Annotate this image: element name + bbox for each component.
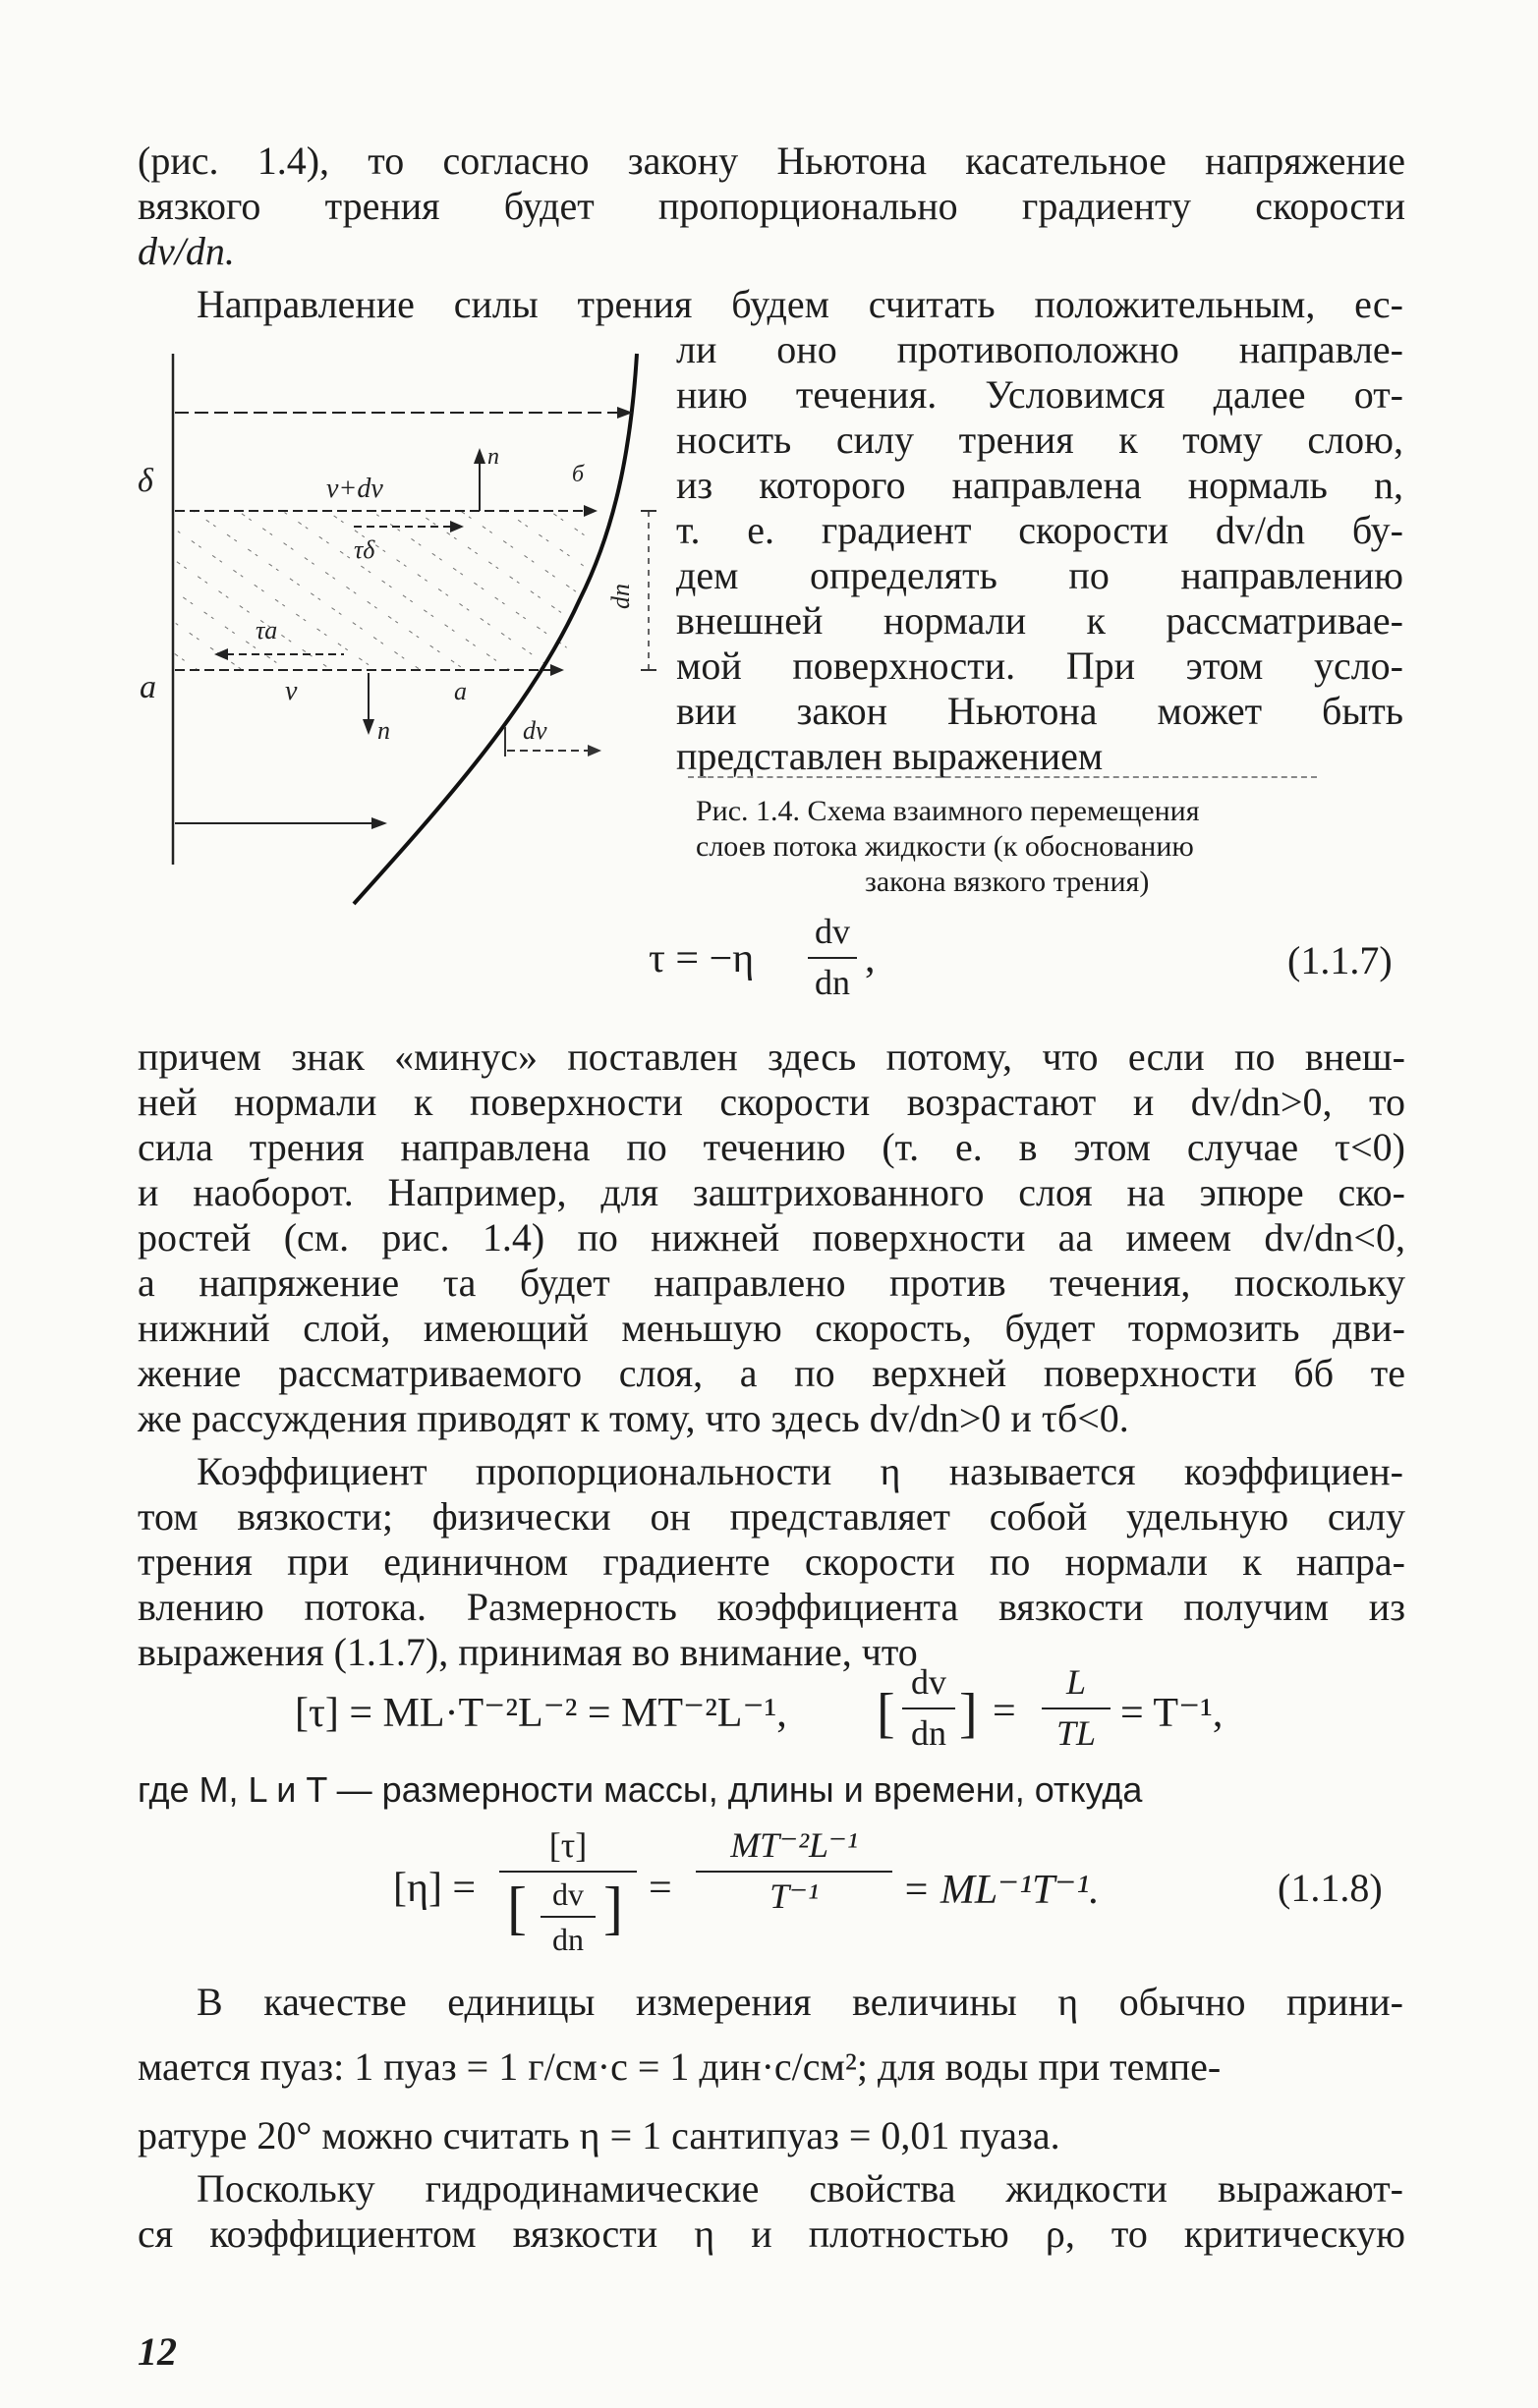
text-line: жение рассматриваемого слоя, а по верхней поверхности бб те — [138, 1351, 1405, 1395]
text-line: носить силу трения к тому слою, — [676, 418, 1403, 462]
equation-number: (1.1.8) — [1278, 1866, 1383, 1910]
text-line: а напряжение τa будет направлено против течения, поскольку — [138, 1260, 1405, 1305]
bracket-right: ] — [603, 1876, 623, 1940]
eq-inner-numerator: dv — [552, 1876, 584, 1912]
label-n-top: n — [487, 444, 499, 470]
eq-lhs: τ = −η — [649, 936, 755, 981]
bracket-right: ] — [959, 1683, 978, 1744]
bracket-left: [ — [507, 1876, 527, 1940]
text-line: внешней нормали к рассматривае- — [676, 598, 1403, 643]
text-line: сила трения направлена по течению (т. е. в этом случае τ<0) — [138, 1125, 1405, 1169]
label-a-right: a — [454, 677, 467, 705]
text-line: том вязкости; физически он представляет собой удельную силу — [138, 1494, 1405, 1539]
text-line: дем определять по направлению — [676, 553, 1403, 597]
text-line: вязкого трения будет пропорционально градиенту скорости — [138, 184, 1405, 228]
eq-numerator: [τ] — [548, 1825, 588, 1865]
eq-tau-dimension: [τ] = ML·T⁻²L⁻² = MT⁻²L⁻¹, — [295, 1691, 787, 1736]
text-line: В качестве единицы измерения величины η обычно прини- — [197, 1980, 1403, 2024]
label-a-left: a — [140, 669, 156, 705]
text-line: ней нормали к поверхности скорости возрастают и dv/dn>0, то — [138, 1080, 1405, 1124]
figure-caption: слоев потока жидкости (к обоснованию — [696, 830, 1194, 863]
velocity-profile-figure — [118, 334, 668, 914]
eq-numerator: MT⁻²L⁻¹ — [730, 1825, 858, 1865]
hatched-layer — [173, 511, 595, 670]
text-line: ся коэффициентом вязкости η и плотностью ρ, то критическую — [138, 2212, 1405, 2256]
text-line: вии закон Ньютона может быть — [676, 689, 1403, 733]
label-dv: dv — [523, 716, 547, 745]
text-line: где M, L и T — размерности массы, длины и времени, откуда — [138, 1769, 1143, 1810]
eq-tail: , — [865, 936, 876, 981]
text-line: и наоборот. Например, для заштрихованного слоя на эпюре ско- — [138, 1170, 1405, 1214]
bracket-left: [ — [877, 1683, 895, 1744]
figure-caption: Рис. 1.4. Схема взаимного перемещения — [696, 795, 1200, 827]
eq-equals: = — [993, 1689, 1016, 1734]
eq-denominator: dn — [911, 1713, 946, 1753]
equation-number: (1.1.7) — [1287, 938, 1393, 982]
eq-denominator: TL — [1055, 1713, 1097, 1753]
label-tau-delta: τδ — [354, 535, 375, 564]
eq-rhs: = T⁻¹, — [1120, 1691, 1224, 1736]
text-line: Коэффициент пропорциональности η называется коэффициен- — [197, 1449, 1403, 1493]
eq-rhs: = ML⁻¹T⁻¹. — [902, 1868, 1100, 1913]
text-line: из которого направлена нормаль n, — [676, 463, 1403, 507]
eq-inner-denominator: dn — [552, 1922, 584, 1957]
eq-numerator: dv — [815, 912, 850, 951]
text-line: Поскольку гидродинамические свойства жидкости выражают- — [197, 2166, 1403, 2211]
text-line: (рис. 1.4), то согласно закону Ньютона касательное напряжение — [138, 139, 1405, 183]
text-line: выражения (1.1.7), принимая во внимание, что — [138, 1630, 918, 1674]
label-v-plus-dv: v+dv — [326, 474, 383, 504]
eq-lhs: [η] = — [393, 1866, 477, 1911]
text-line: представлен выражением — [676, 734, 1104, 778]
label-n: n — [377, 716, 390, 745]
text-line: ратуре 20° можно считать η = 1 сантипуаз = 0,01 пуаза. — [138, 2113, 1060, 2157]
figure-caption: закона вязкого трения) — [865, 866, 1150, 898]
label-b: б — [572, 462, 585, 487]
text-line: трения при единичном градиенте скорости по нормали к напра- — [138, 1540, 1405, 1584]
label-v: v — [285, 676, 298, 706]
label-delta: δ — [138, 463, 153, 499]
text-line: dv/dn. — [138, 229, 235, 273]
text-line: причем знак «минус» поставлен здесь потому, что если по внеш- — [138, 1035, 1405, 1079]
text-line: же рассуждения приводят к тому, что здесь dv/dn>0 и τб<0. — [138, 1396, 1129, 1440]
eq-numerator: dv — [911, 1662, 946, 1702]
separator — [688, 776, 1317, 778]
eq-denominator: T⁻¹ — [769, 1876, 819, 1916]
page-number: 12 — [138, 2329, 177, 2374]
text-line: мается пуаз: 1 пуаз = 1 г/см·с = 1 дин·с/см²; для воды при темпе- — [138, 2044, 1222, 2089]
text-line: ростей (см. рис. 1.4) по нижней поверхности aa имеем dv/dn<0, — [138, 1215, 1405, 1260]
text-line: т. е. градиент скорости dv/dn бу- — [676, 508, 1403, 552]
text-line: нижний слой, имеющий меньшую скорость, будет тормозить дви- — [138, 1306, 1405, 1350]
label-dn: dn — [606, 584, 635, 609]
eq-numerator: L — [1065, 1662, 1087, 1702]
eq-denominator: dn — [815, 963, 850, 1002]
text-line: влению потока. Размерность коэффициента вязкости получим из — [138, 1585, 1405, 1629]
label-tau-a: τa — [256, 616, 278, 644]
text-line: мой поверхности. При этом усло- — [676, 644, 1403, 688]
text-line: нию течения. Условимся далее от- — [676, 372, 1403, 417]
eq-equals: = — [649, 1866, 672, 1911]
text-line: Направление силы трения будем считать положительным, ес- — [197, 282, 1403, 326]
text-line: ли оно противоположно направле- — [676, 327, 1403, 371]
